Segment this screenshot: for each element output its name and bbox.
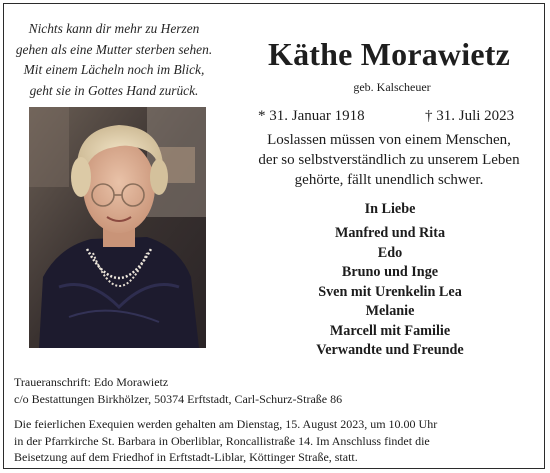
mourner-entry: Edo	[377, 244, 403, 261]
deceased-name: Käthe Morawietz	[267, 36, 510, 72]
mourner-entry: Bruno und Inge	[341, 264, 439, 280]
address-line: c/o Bestattungen Birkhölzer, 50374 Erftstadt, Carl-Schurz-Straße 86	[14, 392, 343, 406]
poem-line: Mit einem Lächeln noch im Blick,	[23, 62, 205, 77]
portrait-photo	[29, 107, 206, 348]
quote-line: der so selbstverständlich zu unserem Leben	[258, 152, 520, 168]
service-line: in der Pfarrkirche St. Barbara in Oberliblar, Roncallistraße 14. Im Anschluss findet die	[14, 433, 430, 448]
mourning-address	[14, 374, 342, 408]
birth-name: geb. Kalscheuer	[353, 80, 431, 94]
death-date: † 31. Juli 2023	[425, 108, 515, 124]
poem-line: geht sie in Gottes Hand zurück.	[29, 82, 199, 98]
mourner-entry: Marcell mit Familie	[329, 322, 451, 339]
memorial-quote	[228, 130, 550, 190]
mourner-entry: Sven mit Urenkelin Lea	[318, 283, 462, 300]
birth-date: * 31. Januar 1918	[258, 108, 365, 124]
mourners-heading: In Liebe	[364, 201, 416, 217]
quote-line: gehörte, fällt unendlich schwer.	[294, 172, 484, 188]
quote-line: Loslassen müssen von einem Menschen,	[267, 132, 511, 148]
memorial-poem	[8, 19, 220, 101]
funeral-service-info	[14, 416, 437, 466]
address-line: Traueranschrift: Edo Morawietz	[14, 375, 169, 389]
poem-line: Nichts kann dir mehr zu Herzen	[28, 21, 200, 36]
mourner-entry: Melanie	[365, 303, 415, 319]
mourner-entry: Verwandte und Freunde	[316, 342, 464, 358]
mourner-entry: Manfred und Rita	[334, 225, 446, 241]
service-line: Beisetzung auf dem Friedhof in Erftstadt-Liblar, Köttinger Straße, statt.	[14, 450, 358, 464]
mourners-list	[240, 224, 540, 361]
poem-line: gehen als eine Mutter sterben sehen.	[15, 41, 213, 57]
service-line: Die feierlichen Exequien werden gehalten am Dienstag, 15. August 2023, um 10.00 Uhr	[14, 417, 438, 431]
